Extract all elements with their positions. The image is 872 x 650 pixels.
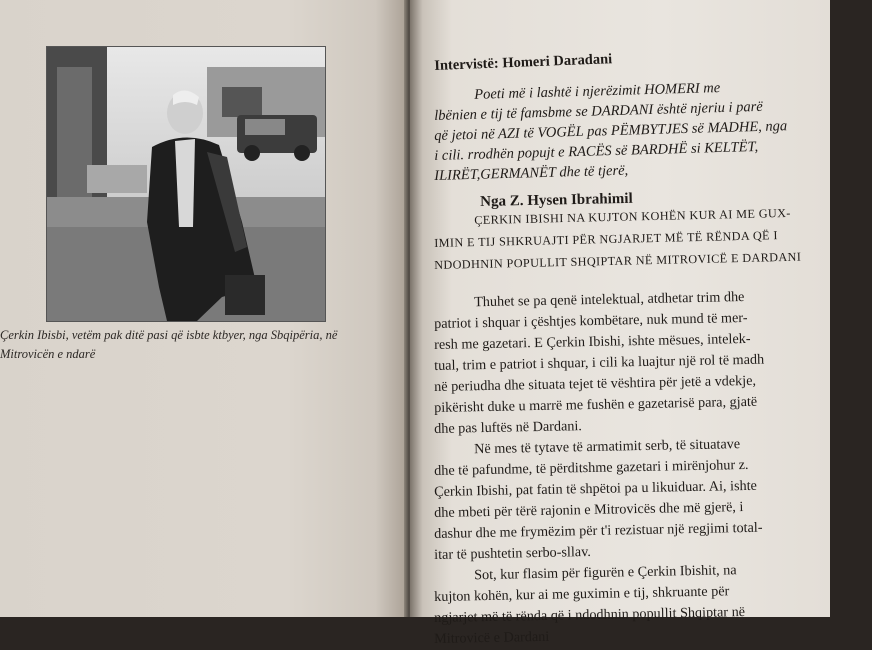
body-line: Sot, kur flasim për figurën e Çerkin Ibishit, na <box>474 562 737 584</box>
body-line: patriot i shquar i çështjes kombëtare, nuk mund të mer- <box>434 309 748 332</box>
intro-line: lbënien e tij të famsbme se DARDANI është njeriu i parë <box>434 98 763 124</box>
article-body <box>434 289 826 650</box>
body-line: dhe pas luftës në Dardani. <box>434 418 583 437</box>
intro-paragraph <box>434 80 826 186</box>
caption-line: Çerkin Ibisbi, vetëm pak ditë pasi që isbte ktbyer, nga Sbqipëria, në <box>0 328 338 342</box>
body-line: Në mes të tytave të armatimit serb, të situatave <box>474 436 741 458</box>
body-line: tual, trim e patriot i shquar, i cili ka luajtur një rol të madh <box>434 351 765 374</box>
body-line: pikërisht duke u marrë me fushën e gazetarisë para, gjatë <box>434 393 758 416</box>
body-line: ngjarjet më të rënda që i ndodhnin popullit Shqiptar në <box>434 604 746 626</box>
portrait-photo <box>47 47 325 321</box>
body-line: dhe mbeti për tërë rajonin e Mitrovicës dhe më gjerë, i <box>434 499 744 521</box>
left-page <box>0 0 408 617</box>
intro-line: ILIRËT,GERMANËT dhe të tjerë, <box>434 162 629 184</box>
article-title: Intervistë: Homeri Daradani <box>434 51 613 74</box>
author-byline: Nga Z. Hysen Ibrahimil <box>480 190 633 210</box>
intro-line: që jetoi në AZI të VOGËL pas PËMBYTJES së MADHE, nga <box>434 118 788 144</box>
lead-line: NDODHNIN POPULLIT SHQIPTAR NË MITROVICË E DARDANI <box>434 249 802 272</box>
intro-line: Poeti më i lashtë i njerëzimit HOMERI me <box>474 80 721 103</box>
body-line: resh me gazetari. E Çerkin Ibishi, ishte mësues, intelek- <box>434 330 751 353</box>
lead-line: IMIN E TIJ SHKRUAJTI PËR NGJARJET MË TË RËNDA QË I <box>434 228 778 250</box>
body-line: në periudha dhe situata tejet të vështira për jetë a vdekje, <box>434 372 757 395</box>
photo-caption <box>0 326 400 364</box>
lead-paragraph <box>434 205 826 276</box>
body-line: kujton kohën, kur ai me guximin e tij, shkruante për <box>434 583 730 605</box>
body-line: Çerkin Ibishi, pat fatin të shpëtoi pa u likuiduar. Ai, ishte <box>434 477 758 500</box>
body-line: Mitrovicë e Dardani <box>434 628 550 647</box>
body-line: Thuhet se pa qenë intelektual, atdhetar trim dhe <box>474 289 745 311</box>
body-line: dashur dhe me frymëzim për t'i rezistuar një regjimi total- <box>434 519 763 542</box>
lead-line: ÇERKIN IBISHI NA KUJTON KOHËN KUR AI ME GUX- <box>474 205 791 228</box>
right-page <box>410 0 830 647</box>
caption-line: Mitrovicën e ndarë <box>0 347 96 361</box>
intro-line: i cili. rrodhën popujt e RACËS së BARDHË si KELTËT, <box>434 138 759 164</box>
body-line: dhe të pafundme, të përditshme gazetari i mirënjohur z. <box>434 456 749 479</box>
body-line: itar të pushtetin serbo-sllav. <box>434 543 592 563</box>
